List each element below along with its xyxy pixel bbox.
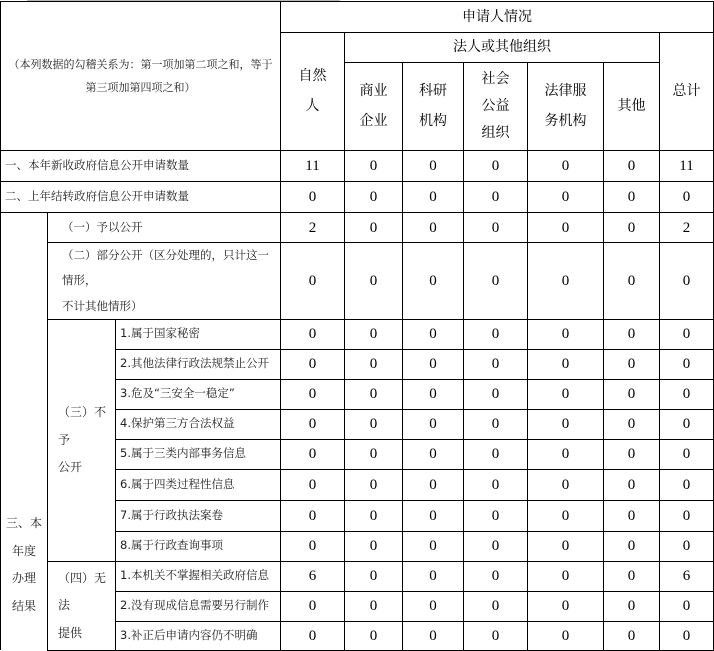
col-header-other: 其他	[604, 63, 660, 151]
count-cell: 0	[403, 500, 464, 531]
count-cell: 0	[604, 213, 660, 243]
count-cell: 0	[403, 591, 464, 621]
count-cell: 0	[604, 439, 660, 469]
text-label: 提供	[58, 625, 83, 640]
count-cell: 0	[464, 349, 528, 379]
count-cell: 0	[345, 439, 403, 469]
count-cell: 0	[604, 409, 660, 439]
col-header-total: 总计	[660, 33, 714, 151]
count-cell: 0	[604, 151, 660, 182]
count-cell: 0	[403, 439, 464, 469]
count-cell: 0	[528, 349, 604, 379]
count-cell: 0	[403, 561, 464, 591]
text-label: 7.属于行政执法案卷	[116, 500, 281, 531]
count-cell: 0	[464, 469, 528, 500]
count-cell: 0	[660, 319, 714, 349]
table-row	[1, 182, 714, 213]
table-row	[1, 319, 714, 349]
text-label: 科研	[419, 83, 447, 100]
text-label: 自然	[298, 68, 327, 85]
count-cell: 0	[464, 243, 528, 320]
not-disclosed-group-label	[48, 319, 116, 561]
count-cell: 6	[281, 561, 345, 591]
count-cell: 0	[345, 561, 403, 591]
count-cell: 2	[281, 213, 345, 243]
count-cell: 0	[403, 469, 464, 500]
count-cell: 0	[528, 319, 604, 349]
count-cell: 11	[281, 151, 345, 182]
count-cell: 0	[345, 500, 403, 531]
count-cell: 0	[660, 349, 714, 379]
count-cell: 0	[281, 591, 345, 621]
col-header-commercial	[345, 63, 403, 151]
count-cell: 0	[604, 243, 660, 320]
count-cell: 0	[345, 213, 403, 243]
count-cell: 2	[660, 213, 714, 243]
count-cell: 0	[660, 379, 714, 409]
text-label: 企业	[359, 112, 388, 129]
text-label: 年度	[11, 543, 36, 558]
count-cell: 0	[345, 319, 403, 349]
count-cell: 0	[403, 319, 464, 349]
count-cell: 0	[403, 151, 464, 182]
text-label: 8.属于行政查询事项	[116, 531, 281, 561]
table-row	[1, 243, 714, 320]
count-cell: 0	[464, 439, 528, 469]
section3-label	[1, 213, 48, 651]
count-cell: 0	[604, 319, 660, 349]
count-cell: 0	[345, 531, 403, 561]
table-row	[1, 213, 714, 243]
text-label: 商业	[359, 83, 388, 100]
count-cell: 0	[403, 243, 464, 320]
count-cell: 0	[281, 469, 345, 500]
row-label: （一）予以公开	[48, 213, 281, 243]
count-cell: 0	[464, 409, 528, 439]
text-label: 不计其他情形）	[62, 298, 143, 313]
text-label: 结果	[11, 598, 36, 613]
count-cell: 0	[660, 531, 714, 561]
count-cell: 0	[604, 561, 660, 591]
count-cell: 11	[660, 151, 714, 182]
count-cell: 0	[345, 182, 403, 213]
count-cell: 0	[660, 182, 714, 213]
count-cell: 0	[660, 621, 714, 650]
count-cell: 0	[403, 349, 464, 379]
count-cell: 0	[403, 409, 464, 439]
text-label: 务机构	[544, 112, 587, 129]
count-cell: 0	[464, 621, 528, 650]
count-cell: 0	[464, 182, 528, 213]
count-cell: 0	[604, 621, 660, 650]
count-cell: 0	[281, 379, 345, 409]
row-label: 二、上年结转政府信息公开申请数量	[1, 182, 281, 213]
count-cell: 0	[464, 531, 528, 561]
count-cell: 0	[281, 439, 345, 469]
count-cell: 0	[604, 349, 660, 379]
table-row	[1, 151, 714, 182]
count-cell: 0	[345, 243, 403, 320]
count-cell: 0	[528, 621, 604, 650]
text-label: 公开	[58, 460, 83, 475]
text-label: （二）部分公开（区分处理的，只计这一情形，	[62, 248, 269, 288]
text-label: 1.本机关不掌握相关政府信息	[116, 561, 281, 591]
count-cell: 0	[464, 561, 528, 591]
table-row	[1, 561, 714, 591]
count-cell: 0	[604, 500, 660, 531]
count-cell: 0	[660, 409, 714, 439]
text-label: 1.属于国家秘密	[116, 319, 281, 349]
count-cell: 0	[604, 182, 660, 213]
text-label: （三）不予	[58, 405, 107, 447]
count-cell: 0	[403, 531, 464, 561]
count-cell: 0	[403, 213, 464, 243]
count-cell: 0	[403, 621, 464, 650]
count-cell: 0	[403, 379, 464, 409]
count-cell: 0	[464, 151, 528, 182]
unable-group-label	[48, 561, 116, 650]
count-cell: 0	[660, 500, 714, 531]
text-label: 3.危及“三安全一稳定”	[116, 379, 281, 409]
text-label: 公益	[481, 97, 510, 114]
count-cell: 0	[528, 182, 604, 213]
count-cell: 0	[528, 531, 604, 561]
count-cell: 0	[528, 469, 604, 500]
count-cell: 6	[660, 561, 714, 591]
count-cell: 0	[464, 213, 528, 243]
text-label: 2.没有现成信息需要另行制作	[116, 591, 281, 621]
text-label: 法律服	[544, 83, 587, 100]
checksum-note-line2: 第三项加第四项之和）	[85, 81, 196, 94]
text-label: 社会	[481, 70, 510, 87]
checksum-note-cell	[1, 2, 281, 151]
text-label: 办理	[11, 571, 36, 586]
count-cell: 0	[464, 319, 528, 349]
text-label: 组织	[481, 125, 510, 142]
text-label: 3.补正后申请内容仍不明确	[116, 621, 281, 650]
row-label	[48, 243, 281, 320]
count-cell: 0	[660, 469, 714, 500]
checksum-note-line1: （本列数据的勾稽关系为：第一项加第二项之和，等于	[8, 57, 273, 71]
count-cell: 0	[528, 151, 604, 182]
col-header-research	[403, 63, 464, 151]
count-cell: 0	[528, 213, 604, 243]
count-cell: 0	[281, 243, 345, 320]
count-cell: 0	[604, 379, 660, 409]
count-cell: 0	[281, 182, 345, 213]
count-cell: 0	[464, 500, 528, 531]
count-cell: 0	[604, 469, 660, 500]
count-cell: 0	[660, 591, 714, 621]
count-cell: 0	[345, 349, 403, 379]
legal-or-other-header: 法人或其他组织	[345, 33, 660, 63]
text-label: 2.其他法律行政法规禁止公开	[116, 349, 281, 379]
count-cell: 0	[403, 182, 464, 213]
count-cell: 0	[281, 500, 345, 531]
gov-info-disclosure-table	[0, 1, 714, 651]
count-cell: 0	[345, 379, 403, 409]
count-cell: 0	[345, 409, 403, 439]
count-cell: 0	[464, 379, 528, 409]
text-label: 6.属于四类过程性信息	[116, 469, 281, 500]
text-label: 三、本	[5, 516, 42, 531]
text-label: 机构	[419, 112, 447, 129]
count-cell: 0	[604, 531, 660, 561]
text-label: 4.保护第三方合法权益	[116, 409, 281, 439]
count-cell: 0	[281, 349, 345, 379]
count-cell: 0	[660, 243, 714, 320]
count-cell: 0	[604, 591, 660, 621]
count-cell: 0	[528, 591, 604, 621]
count-cell: 0	[528, 243, 604, 320]
applicant-situation-header: 申请人情况	[281, 2, 714, 33]
col-header-natural-person	[281, 33, 345, 151]
count-cell: 0	[345, 469, 403, 500]
count-cell: 0	[281, 409, 345, 439]
count-cell: 0	[345, 151, 403, 182]
text-label: 人	[305, 97, 320, 114]
count-cell: 0	[528, 379, 604, 409]
count-cell: 0	[528, 439, 604, 469]
count-cell: 0	[281, 621, 345, 650]
count-cell: 0	[528, 409, 604, 439]
count-cell: 0	[528, 500, 604, 531]
count-cell: 0	[345, 621, 403, 650]
row-label: 一、本年新收政府信息公开申请数量	[1, 151, 281, 182]
col-header-legal-service	[528, 63, 604, 151]
count-cell: 0	[345, 591, 403, 621]
count-cell: 0	[464, 591, 528, 621]
count-cell: 0	[281, 531, 345, 561]
col-header-social-welfare	[464, 63, 528, 151]
text-label: （四）无法	[58, 570, 107, 613]
text-label: 5.属于三类内部事务信息	[116, 439, 281, 469]
count-cell: 0	[660, 439, 714, 469]
count-cell: 0	[528, 561, 604, 591]
count-cell: 0	[281, 319, 345, 349]
